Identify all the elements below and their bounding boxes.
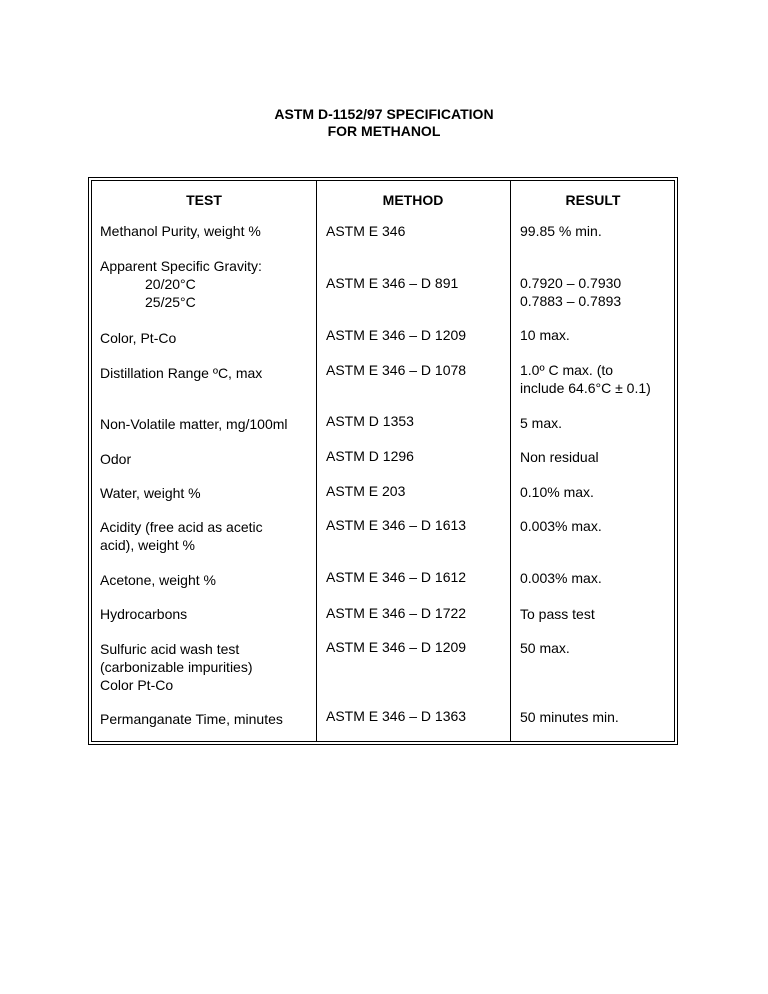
header-result: RESULT bbox=[565, 192, 621, 208]
column-divider bbox=[510, 181, 511, 741]
row-method: ASTM E 346 – D 1722 bbox=[326, 605, 467, 621]
row-result: 0.10% max. bbox=[520, 484, 594, 500]
row-method: ASTM E 346 – D 891 bbox=[326, 275, 459, 291]
row-method: ASTM E 203 bbox=[326, 483, 406, 499]
row-method: ASTM E 346 – D 1209 bbox=[326, 327, 467, 343]
row-test: Hydrocarbons bbox=[100, 606, 188, 622]
row-result: 0.003% max. bbox=[520, 570, 602, 586]
row-result: 5 max. bbox=[520, 415, 563, 431]
row-test: Permanganate Time, minutes bbox=[100, 711, 283, 727]
row-result: To pass test bbox=[520, 606, 595, 622]
row-test: Distillation Range ºC, max bbox=[100, 365, 263, 381]
spec-table-inner bbox=[91, 180, 675, 742]
row-result: 0.003% max. bbox=[520, 518, 602, 534]
header-method: METHOD bbox=[382, 192, 444, 208]
row-method: ASTM E 346 – D 1612 bbox=[326, 569, 467, 585]
row-result: Non residual bbox=[520, 449, 599, 465]
row-result: 50 minutes min. bbox=[520, 709, 619, 725]
title-line-1: ASTM D-1152/97 SPECIFICATION bbox=[274, 106, 494, 122]
row-test: Sulfuric acid wash test (carbonizable impurities) Color Pt-Co bbox=[100, 641, 253, 693]
row-test: Acetone, weight % bbox=[100, 572, 216, 588]
column-divider bbox=[316, 181, 317, 741]
row-test: Apparent Specific Gravity: 20/20°C 25/25°C bbox=[100, 258, 262, 310]
row-test: Acidity (free acid as acetic acid), weight % bbox=[100, 519, 263, 553]
row-method: ASTM E 346 – D 1363 bbox=[326, 708, 467, 724]
spec-table bbox=[88, 177, 678, 745]
row-method: ASTM E 346 – D 1078 bbox=[326, 362, 467, 378]
row-result: 99.85 % min. bbox=[520, 223, 602, 239]
row-method: ASTM E 346 bbox=[326, 223, 406, 239]
row-test: Methanol Purity, weight % bbox=[100, 223, 261, 239]
row-test: Color, Pt-Co bbox=[100, 330, 177, 346]
row-method: ASTM E 346 – D 1209 bbox=[326, 639, 467, 655]
row-method: ASTM D 1296 bbox=[326, 448, 414, 464]
title-line-2: FOR METHANOL bbox=[327, 123, 441, 139]
row-result: 10 max. bbox=[520, 327, 570, 343]
row-test: Odor bbox=[100, 451, 132, 467]
row-result: 1.0º C max. (to include 64.6°C ± 0.1) bbox=[520, 362, 651, 396]
header-test: TEST bbox=[186, 192, 222, 208]
document-title bbox=[0, 106, 768, 140]
row-test: Non-Volatile matter, mg/100ml bbox=[100, 416, 288, 432]
row-method: ASTM E 346 – D 1613 bbox=[326, 517, 467, 533]
row-method: ASTM D 1353 bbox=[326, 413, 414, 429]
row-test: Water, weight % bbox=[100, 485, 201, 501]
row-result: 50 max. bbox=[520, 640, 570, 656]
row-result: 0.7920 – 0.7930 0.7883 – 0.7893 bbox=[520, 275, 622, 309]
